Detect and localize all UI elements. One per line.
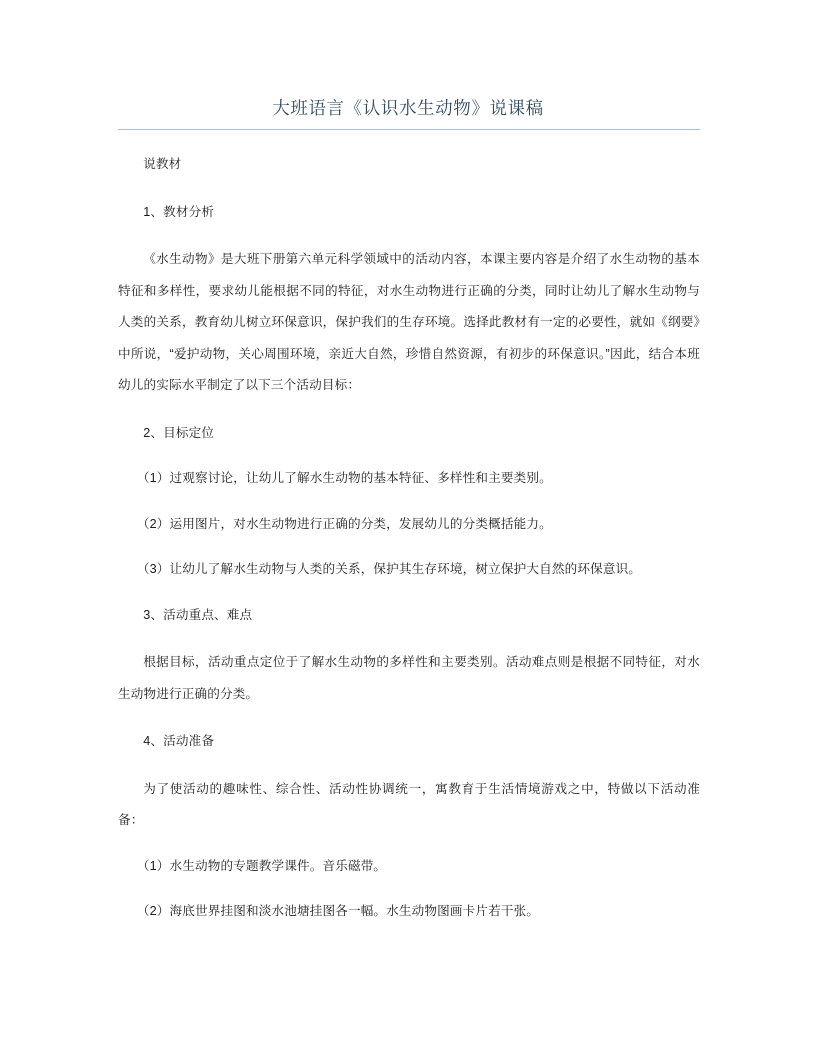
heading-3-key-points: 3、活动重点、难点 bbox=[143, 607, 253, 622]
preparation-item-1: （1）水生动物的专题教学课件。音乐磁带。 bbox=[136, 858, 387, 873]
title-divider bbox=[118, 129, 700, 130]
heading-2-goal-positioning: 2、目标定位 bbox=[143, 425, 215, 440]
heading-4-activity-preparation: 4、活动准备 bbox=[143, 734, 215, 748]
heading-1-material-analysis: 1、教材分析 bbox=[143, 204, 215, 219]
preparation-item-2: （2）海底世界挂图和淡水池塘挂图各一幅。水生动物图画卡片若干张。 bbox=[136, 904, 540, 918]
document-body bbox=[118, 120, 700, 928]
paragraph-material-analysis: 《水生动物》是大班下册第六单元科学领域中的活动内容，本课主要内容是介绍了水生动物的基本特征和多样性，要求幼儿能根据不同的特征，对水生动物进行正确的分类，同时让幼儿了解水生动物与人类的关系，教育幼儿树立环保意识，保护我们的生存环境。选择此教材有一定的必要性，就如《纲要》中所说，“爱护动物，关心周围环境，亲近大自然，珍惜自然资源，有初步的环保意识。”因此，结合本班幼儿的实际水平制定了以下三个活动目标： bbox=[118, 252, 700, 392]
section-heading-teaching-material: 说教材 bbox=[143, 157, 182, 171]
paragraph-activity-preparation: 为了使活动的趣味性、综合性、活动性协调统一，寓教育于生活情境游戏之中，特做以下活动准备： bbox=[118, 781, 700, 827]
goal-item-3: （3）让幼儿了解水生动物与人类的关系，保护其生存环境，树立保护大自然的环保意识。 bbox=[136, 562, 642, 576]
goal-item-2: （2）运用图片，对水生动物进行正确的分类，发展幼儿的分类概括能力。 bbox=[136, 516, 552, 531]
goal-item-1: （1）过观察讨论，让幼儿了解水生动物的基本特征、多样性和主要类别。 bbox=[136, 471, 552, 485]
page-title: 大班语言《认识水生动物》说课稿 bbox=[272, 98, 544, 118]
paragraph-key-points: 根据目标，活动重点定位于了解水生动物的多样性和主要类别。活动难点则是根据不同特征，对水生动物进行正确的分类。 bbox=[118, 655, 700, 701]
